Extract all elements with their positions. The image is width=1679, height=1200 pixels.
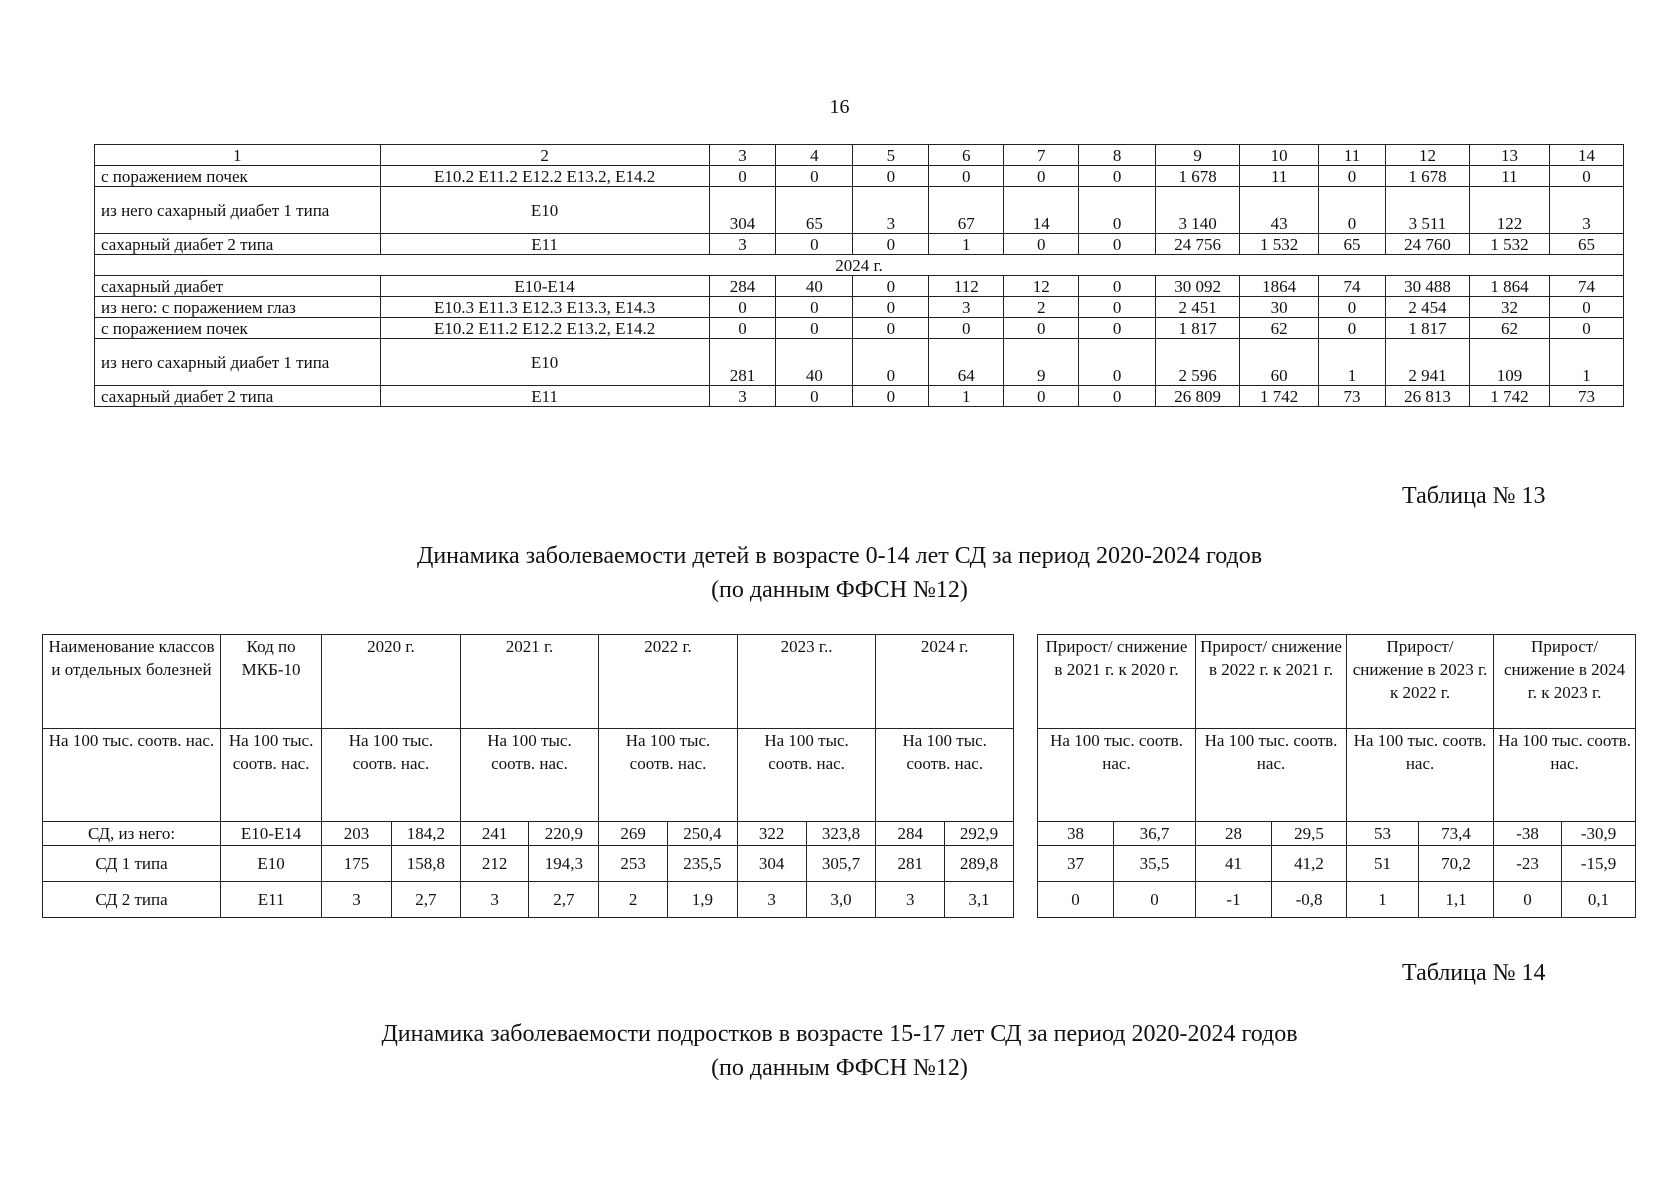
value-cell: 12 [1004,276,1079,297]
value-cell: 122 [1470,187,1550,234]
value-cell: 0 [1319,187,1386,234]
value-cell: 1,9 [668,882,738,918]
table-13-subtitle: (по данным ФФСН №12) [711,577,968,603]
value-cell: 38 [1038,822,1114,846]
year-header: 2021 г. [460,635,599,729]
value-cell: 269 [599,822,668,846]
value-cell: 62 [1240,318,1319,339]
value-cell: 41,2 [1272,846,1347,882]
column-number-header: 13 [1470,145,1550,166]
value-cell: -1 [1196,882,1272,918]
value-cell: 3 [737,882,806,918]
value-cell: 0 [1549,297,1623,318]
value-cell: 74 [1549,276,1623,297]
table-13-growth [1037,634,1636,918]
icd-code-cell: E10 [380,187,709,234]
value-cell: 2 941 [1385,339,1469,386]
value-cell: 2,7 [391,882,460,918]
value-cell: 3 140 [1156,187,1240,234]
year-header: 2023 г.. [737,635,876,729]
value-cell: 112 [929,276,1004,297]
value-cell: 0 [1004,386,1079,407]
value-cell: 284 [709,276,776,297]
value-cell: 11 [1470,166,1550,187]
value-cell: 0 [776,297,853,318]
value-cell: 29,5 [1272,822,1347,846]
unit-subheader: На 100 тыс. соотв. нас. [1038,729,1196,822]
unit-subheader: На 100 тыс. соотв. нас. [876,729,1014,822]
header-row [1038,635,1636,729]
value-cell: 0 [929,166,1004,187]
value-cell: 0 [1004,318,1079,339]
value-cell: 1864 [1240,276,1319,297]
year-row [95,255,1624,276]
table-row [1038,822,1636,846]
value-cell: 3 [1549,187,1623,234]
value-cell: 0 [1038,882,1114,918]
value-cell: 65 [1549,234,1623,255]
value-cell: 1 532 [1470,234,1550,255]
table-14-subtitle: (по данным ФФСН №12) [711,1055,968,1081]
column-number-header: 14 [1549,145,1623,166]
value-cell: 0 [776,166,853,187]
value-cell: 41 [1196,846,1272,882]
value-cell: 40 [776,276,853,297]
value-cell: 24 756 [1156,234,1240,255]
row-name-cell: сахарный диабет 2 типа [95,234,381,255]
value-cell: 184,2 [391,822,460,846]
header-row [43,635,1014,729]
value-cell: 65 [1319,234,1386,255]
column-number-header: 6 [929,145,1004,166]
unit-subheader: На 100 тыс. соотв. нас. [737,729,876,822]
value-cell: 28 [1196,822,1272,846]
value-cell: 3 511 [1385,187,1469,234]
icd-code-cell: E10-E14 [221,822,322,846]
value-cell: 0 [1079,187,1156,234]
value-cell: -38 [1494,822,1562,846]
value-cell: 26 809 [1156,386,1240,407]
unit-subheader: На 100 тыс. соотв. нас. [43,729,221,822]
name-header: Наименование классов и отдельных болезней [43,635,221,729]
column-number-header: 3 [709,145,776,166]
value-cell: 73,4 [1419,822,1494,846]
value-cell: 1 817 [1156,318,1240,339]
value-cell: 304 [709,187,776,234]
value-cell: 0 [1079,276,1156,297]
value-cell: 62 [1470,318,1550,339]
value-cell: 158,8 [391,846,460,882]
value-cell: 32 [1470,297,1550,318]
table-row [95,276,1624,297]
column-number-header: 9 [1156,145,1240,166]
value-cell: 70,2 [1419,846,1494,882]
value-cell: -0,8 [1272,882,1347,918]
column-number-header: 2 [380,145,709,166]
row-name-cell: с поражением почек [95,318,381,339]
value-cell: 2 451 [1156,297,1240,318]
value-cell: 73 [1319,386,1386,407]
value-cell: 0 [776,386,853,407]
value-cell: 0 [853,166,929,187]
value-cell: 24 760 [1385,234,1469,255]
value-cell: 0 [853,318,929,339]
value-cell: 289,8 [945,846,1014,882]
column-number-header: 8 [1079,145,1156,166]
value-cell: 0 [1079,339,1156,386]
value-cell: 0 [1079,297,1156,318]
value-cell: 0 [776,318,853,339]
value-cell: 212 [460,846,529,882]
value-cell: 3 [460,882,529,918]
value-cell: 2,7 [529,882,599,918]
table-row [95,386,1624,407]
table-row [95,166,1624,187]
value-cell: 0 [1004,166,1079,187]
value-cell: 1 678 [1385,166,1469,187]
unit-subheader: На 100 тыс. соотв. нас. [221,729,322,822]
subheader-row [43,729,1014,822]
value-cell: 250,4 [668,822,738,846]
column-number-header: 10 [1240,145,1319,166]
value-cell: 292,9 [945,822,1014,846]
growth-header: Прирост/ снижение в 2023 г. к 2022 г. [1347,635,1494,729]
value-cell: 64 [929,339,1004,386]
row-name-cell: из него сахарный диабет 1 типа [95,339,381,386]
value-cell: 0 [1079,318,1156,339]
growth-header: Прирост/ снижение в 2024 г. к 2023 г. [1494,635,1636,729]
value-cell: 65 [776,187,853,234]
value-cell: 1 [1347,882,1419,918]
value-cell: 305,7 [806,846,876,882]
table-row [1038,882,1636,918]
page-number: 16 [829,96,850,118]
value-cell: 0 [929,318,1004,339]
value-cell: 67 [929,187,1004,234]
value-cell: 3 [709,234,776,255]
value-cell: 0 [1319,297,1386,318]
row-name-cell: с поражением почек [95,166,381,187]
unit-subheader: На 100 тыс. соотв. нас. [599,729,738,822]
value-cell: 43 [1240,187,1319,234]
value-cell: 30 092 [1156,276,1240,297]
value-cell: 40 [776,339,853,386]
value-cell: 281 [709,339,776,386]
value-cell: 241 [460,822,529,846]
value-cell: 14 [1004,187,1079,234]
value-cell: 109 [1470,339,1550,386]
value-cell: 0,1 [1562,882,1636,918]
value-cell: 2 [1004,297,1079,318]
value-cell: -30,9 [1562,822,1636,846]
table-row [95,187,1624,234]
column-number-header: 7 [1004,145,1079,166]
value-cell: 304 [737,846,806,882]
table-13-title: Динамика заболеваемости детей в возрасте 0-14 лет СД за период 2020-2024 годов [416,543,1263,569]
value-cell: 1 742 [1240,386,1319,407]
table-row [95,234,1624,255]
table-13-label: Таблица № 13 [1402,483,1546,509]
table-row [95,339,1624,386]
unit-subheader: На 100 тыс. соотв. нас. [1347,729,1494,822]
table-row [95,318,1624,339]
row-name-cell: сахарный диабет 2 типа [95,386,381,407]
disease-table-continued [94,144,1624,407]
unit-subheader: На 100 тыс. соотв. нас. [322,729,461,822]
value-cell: 35,5 [1114,846,1196,882]
code-header: Код по МКБ-10 [221,635,322,729]
value-cell: 1 678 [1156,166,1240,187]
table-row [43,882,1014,918]
value-cell: 235,5 [668,846,738,882]
value-cell: -23 [1494,846,1562,882]
value-cell: 0 [853,386,929,407]
icd-code-cell: E11 [380,234,709,255]
value-cell: 175 [322,846,392,882]
value-cell: 2 596 [1156,339,1240,386]
table-header-row [95,145,1624,166]
value-cell: 281 [876,846,945,882]
value-cell: 220,9 [529,822,599,846]
value-cell: 253 [599,846,668,882]
value-cell: 194,3 [529,846,599,882]
value-cell: 0 [709,166,776,187]
value-cell: 0 [1494,882,1562,918]
value-cell: 322 [737,822,806,846]
icd-code-cell: E10 [221,846,322,882]
value-cell: 0 [1004,234,1079,255]
value-cell: 53 [1347,822,1419,846]
column-number-header: 12 [1385,145,1469,166]
value-cell: 3 [322,882,392,918]
value-cell: 0 [1319,166,1386,187]
growth-header: Прирост/ снижение в 2022 г. к 2021 г. [1196,635,1347,729]
year-label-cell: 2024 г. [95,255,1624,276]
subheader-row [1038,729,1636,822]
value-cell: 1 742 [1470,386,1550,407]
value-cell: 1 [929,386,1004,407]
value-cell: 1 532 [1240,234,1319,255]
icd-code-cell: E10.3 E11.3 E12.3 E13.3, E14.3 [380,297,709,318]
value-cell: 1 864 [1470,276,1550,297]
icd-code-cell: E10-E14 [380,276,709,297]
table-row [1038,846,1636,882]
table-14-title: Динамика заболеваемости подростков в возрасте 15-17 лет СД за период 2020-2024 годов [381,1021,1298,1047]
year-header: 2020 г. [322,635,461,729]
value-cell: 3 [929,297,1004,318]
value-cell: 26 813 [1385,386,1469,407]
value-cell: 0 [1114,882,1196,918]
value-cell: 1 [1319,339,1386,386]
row-name-cell: СД 2 типа [43,882,221,918]
row-name-cell: сахарный диабет [95,276,381,297]
value-cell: 0 [1319,318,1386,339]
table-13-incidence [42,634,1014,918]
column-number-header: 5 [853,145,929,166]
value-cell: 3 [853,187,929,234]
unit-subheader: На 100 тыс. соотв. нас. [1494,729,1636,822]
unit-subheader: На 100 тыс. соотв. нас. [1196,729,1347,822]
value-cell: 0 [1549,166,1623,187]
value-cell: 0 [1079,234,1156,255]
value-cell: 2 [599,882,668,918]
icd-code-cell: E10.2 E11.2 E12.2 E13.2, E14.2 [380,166,709,187]
value-cell: 284 [876,822,945,846]
value-cell: 73 [1549,386,1623,407]
table-row [43,822,1014,846]
value-cell: 30 488 [1385,276,1469,297]
value-cell: 1,1 [1419,882,1494,918]
unit-subheader: На 100 тыс. соотв. нас. [460,729,599,822]
table-row [43,846,1014,882]
value-cell: 2 454 [1385,297,1469,318]
value-cell: 0 [853,339,929,386]
value-cell: 0 [853,234,929,255]
column-number-header: 1 [95,145,381,166]
icd-code-cell: E10 [380,339,709,386]
value-cell: 1 817 [1385,318,1469,339]
column-number-header: 11 [1319,145,1386,166]
value-cell: 9 [1004,339,1079,386]
value-cell: 0 [709,297,776,318]
value-cell: 1 [929,234,1004,255]
value-cell: 74 [1319,276,1386,297]
table-14-label: Таблица № 14 [1402,960,1546,986]
value-cell: 51 [1347,846,1419,882]
value-cell: -15,9 [1562,846,1636,882]
icd-code-cell: E11 [221,882,322,918]
value-cell: 3 [876,882,945,918]
value-cell: 0 [709,318,776,339]
growth-header: Прирост/ снижение в 2021 г. к 2020 г. [1038,635,1196,729]
column-number-header: 4 [776,145,853,166]
value-cell: 1 [1549,339,1623,386]
value-cell: 60 [1240,339,1319,386]
value-cell: 203 [322,822,392,846]
value-cell: 0 [1549,318,1623,339]
value-cell: 0 [776,234,853,255]
value-cell: 323,8 [806,822,876,846]
value-cell: 0 [853,276,929,297]
value-cell: 3 [709,386,776,407]
icd-code-cell: E11 [380,386,709,407]
icd-code-cell: E10.2 E11.2 E12.2 E13.2, E14.2 [380,318,709,339]
value-cell: 0 [1079,386,1156,407]
value-cell: 0 [1079,166,1156,187]
year-header: 2024 г. [876,635,1014,729]
value-cell: 37 [1038,846,1114,882]
row-name-cell: СД 1 типа [43,846,221,882]
year-header: 2022 г. [599,635,738,729]
value-cell: 36,7 [1114,822,1196,846]
value-cell: 0 [853,297,929,318]
row-name-cell: из него: с поражением глаз [95,297,381,318]
value-cell: 3,0 [806,882,876,918]
table-row [95,297,1624,318]
value-cell: 30 [1240,297,1319,318]
value-cell: 3,1 [945,882,1014,918]
value-cell: 11 [1240,166,1319,187]
row-name-cell: СД, из него: [43,822,221,846]
row-name-cell: из него сахарный диабет 1 типа [95,187,381,234]
